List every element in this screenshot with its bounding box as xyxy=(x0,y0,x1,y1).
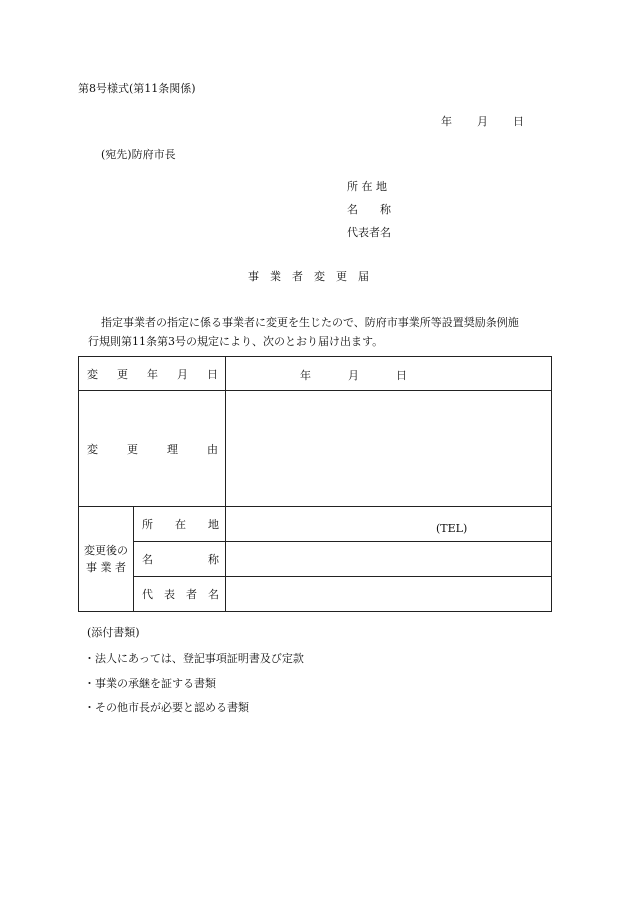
tel-label: (TEL) xyxy=(436,522,468,535)
new-address-value-cell[interactable] xyxy=(226,507,552,542)
attachment-item: ・事業の承継を証する書類 xyxy=(84,677,216,690)
new-name-label-char: 名 xyxy=(142,553,153,566)
new-business-address-row xyxy=(79,507,552,542)
new-name-label-char: 称 xyxy=(208,553,219,566)
applicant-address-label: 所 在 地 xyxy=(347,180,387,193)
new-address-label-cell xyxy=(134,507,226,542)
body-text-line-2: 行規則第11条第3号の規定により、次のとおり届け出ます。 xyxy=(88,335,384,348)
change-date-label xyxy=(79,366,225,382)
change-date-label-cell xyxy=(79,357,226,391)
change-date-row xyxy=(79,357,552,391)
change-date-label-char: 月 xyxy=(177,367,188,381)
change-date-label-char: 更 xyxy=(117,367,128,381)
change-date-day: 日 xyxy=(396,368,407,382)
new-address-label-char: 所 xyxy=(142,518,153,531)
new-name-label-cell xyxy=(134,542,226,577)
change-reason-value-cell[interactable] xyxy=(226,391,552,507)
new-representative-label-char: 者 xyxy=(186,588,197,601)
attachment-item: ・その他市長が必要と認める書類 xyxy=(84,701,249,714)
new-address-value xyxy=(226,517,551,535)
change-date-label-char: 変 xyxy=(87,367,98,381)
new-representative-label-char: 名 xyxy=(208,588,219,601)
change-date-label-char: 日 xyxy=(207,367,218,381)
change-reason-label-char: 理 xyxy=(167,442,178,456)
new-representative-label xyxy=(134,586,225,602)
change-date-year: 年 xyxy=(300,368,311,382)
change-reason-label-char: 更 xyxy=(127,442,138,456)
change-date-value xyxy=(226,367,551,381)
change-date-label-char: 年 xyxy=(147,367,158,381)
date-month-label: 月 xyxy=(477,115,488,128)
change-form-table xyxy=(78,356,552,612)
new-representative-label-cell xyxy=(134,577,226,612)
after-change-label-line-1: 変更後の xyxy=(84,544,128,557)
change-reason-label-char: 変 xyxy=(87,442,98,456)
addressee: (宛先)防府市長 xyxy=(101,148,176,161)
change-date-month: 月 xyxy=(348,368,359,382)
document-title: 事 業 者 変 更 届 xyxy=(248,270,369,283)
change-date-value-cell[interactable] xyxy=(226,357,552,391)
new-representative-label-char: 表 xyxy=(164,588,175,601)
change-reason-label-cell xyxy=(79,391,226,507)
body-text-line-1: 指定事業者の指定に係る事業者に変更を生じたので、防府市事業所等設置奨励条例施 xyxy=(101,316,519,329)
date-day-label: 日 xyxy=(513,115,524,128)
attachments-heading: (添付書類) xyxy=(87,626,140,639)
applicant-name-label: 名 称 xyxy=(347,203,391,216)
applicant-representative-label: 代表者名 xyxy=(347,226,391,239)
after-change-label-line-2: 事 業 者 xyxy=(86,561,126,574)
new-representative-label-char: 代 xyxy=(142,588,153,601)
change-reason-label-char: 由 xyxy=(207,442,218,456)
change-reason-row xyxy=(79,391,552,507)
new-name-value-cell[interactable] xyxy=(226,542,552,577)
new-address-label-char: 在 xyxy=(175,518,186,531)
attachment-item: ・法人にあっては、登記事項証明書及び定款 xyxy=(84,652,304,665)
new-address-label-char: 地 xyxy=(208,518,219,531)
new-business-representative-row xyxy=(79,577,552,612)
change-reason-label xyxy=(79,441,225,457)
after-change-label-cell xyxy=(79,507,134,612)
form-number: 第8号様式(第11条関係) xyxy=(78,82,196,95)
new-business-name-row xyxy=(79,542,552,577)
date-year-label: 年 xyxy=(441,115,452,128)
new-name-label xyxy=(134,551,225,567)
new-representative-value-cell[interactable] xyxy=(226,577,552,612)
new-address-label xyxy=(134,516,225,532)
